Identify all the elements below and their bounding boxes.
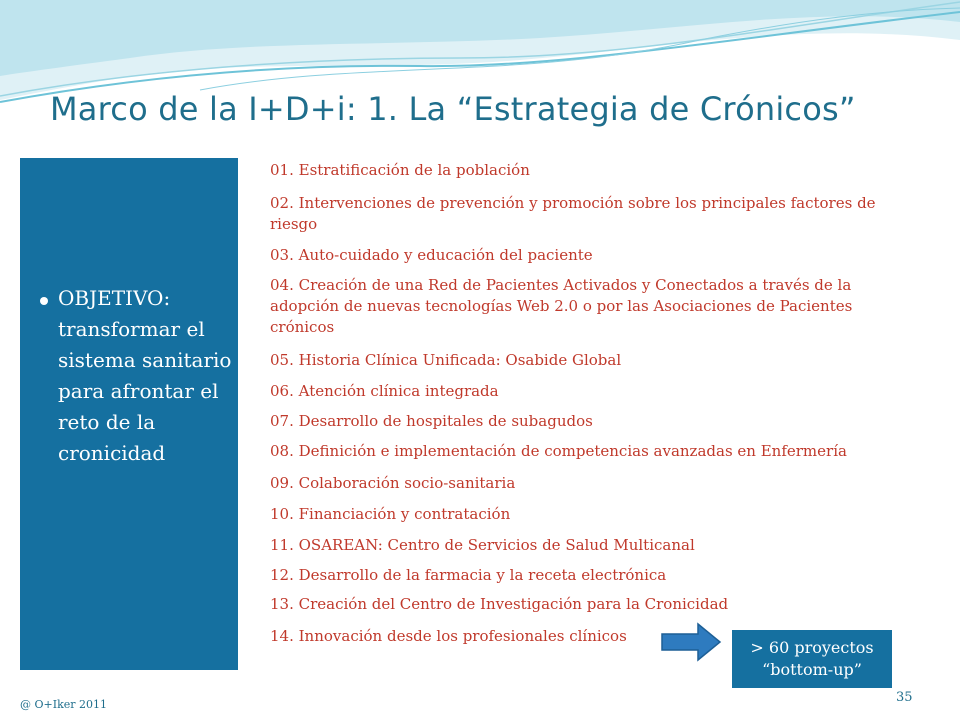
badge-line-count: > 60 proyectos bbox=[750, 638, 874, 657]
list-item: 08. Definición e implementación de competencias avanzadas en Enfermería bbox=[270, 442, 847, 460]
list-item: 01. Estratificación de la población bbox=[270, 161, 530, 179]
bullet-icon bbox=[40, 297, 48, 305]
list-item: 10. Financiación y contratación bbox=[270, 505, 511, 523]
list-item: 14. Innovación desde los profesionales clínicos bbox=[270, 627, 627, 645]
footer-credit: @ O+Iker 2011 bbox=[20, 698, 108, 711]
projects-badge bbox=[732, 630, 892, 688]
list-item: 05. Historia Clínica Unificada: Osabide Global bbox=[270, 351, 622, 369]
list-item: 04. Creación de una Red de Pacientes Activados y Conectados a través de la adopción de nuevas tecnologías Web 2.0 o por las Asociaciones de Pacientes crónicos bbox=[270, 276, 853, 336]
list-item: 07. Desarrollo de hospitales de subagudos bbox=[270, 412, 593, 430]
objective-panel bbox=[20, 158, 238, 670]
objective-text: OBJETIVO: transformar el sistema sanitario para afrontar el reto de la cronicidad bbox=[58, 286, 232, 465]
slide-title: Marco de la I+D+i: 1. La “Estrategia de Crónicos” bbox=[50, 90, 856, 128]
right-arrow-icon bbox=[660, 622, 722, 662]
objective-statement bbox=[36, 283, 234, 469]
list-item: 11. OSAREAN: Centro de Servicios de Salud Multicanal bbox=[270, 536, 695, 554]
page-number: 35 bbox=[896, 690, 913, 705]
list-item: 02. Intervenciones de prevención y promoción sobre los principales factores de riesgo bbox=[270, 194, 876, 233]
list-item: 09. Colaboración socio-sanitaria bbox=[270, 474, 516, 492]
list-item: 03. Auto-cuidado y educación del paciente bbox=[270, 246, 593, 264]
list-item: 06. Atención clínica integrada bbox=[270, 382, 499, 400]
list-item: 12. Desarrollo de la farmacia y la receta electrónica bbox=[270, 566, 667, 584]
badge-line-type: “bottom-up” bbox=[762, 660, 862, 679]
list-item: 13. Creación del Centro de Investigación para la Cronicidad bbox=[270, 595, 729, 613]
